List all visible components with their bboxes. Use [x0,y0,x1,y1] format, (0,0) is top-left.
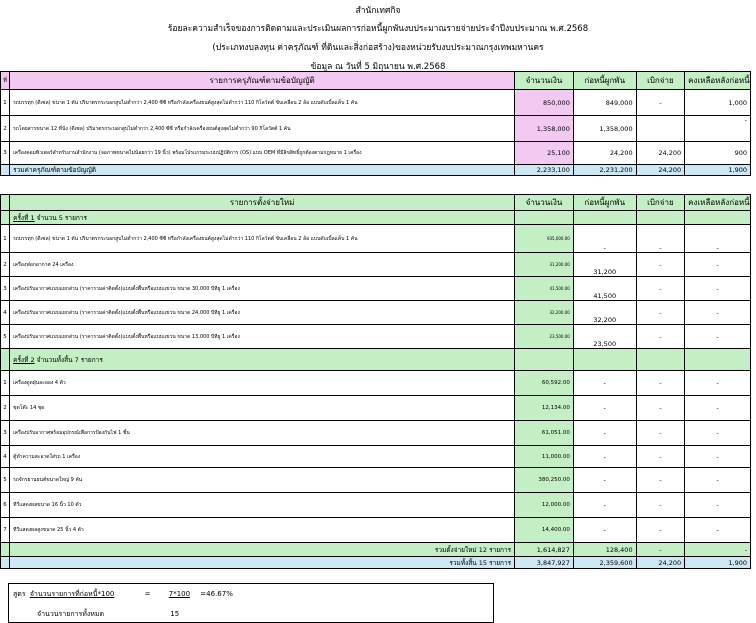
grand-total-paid: 24,200 [636,557,685,569]
remaining-cell: - [685,301,751,325]
formula-denominator-value: 15 [170,610,180,618]
obligated-cell: 1,358,000 [573,116,636,142]
item-description: ตู้ทำความสะอาดใส่รถ 1 เครื่อง [10,446,515,468]
col-header-remaining: คงเหลือหลังก่อหนี้ [685,195,751,211]
formula-equals: = [144,590,151,598]
grand-total-label: รวมทั้งสิ้น 15 รายการ [10,557,515,569]
item-description: ทีวีแสดงผลสูงขนาด 25 นิ้ว 4 ตัว [10,518,515,543]
obligated-cell: - [573,518,636,543]
formula-numerator-value: 7*100 [168,590,191,598]
item-description: เครื่องปรับอากาศแบบแยกส่วน (ราคารวมค่าติดตั้ง)แบบตั้งพื้นหรือแบบแขวน ขนาด 24,000 บีทียู 1 เครื่อง [10,301,515,325]
grand-total-amount: 3,847,927 [515,557,574,569]
col-header-paid: เบิกจ่าย [636,72,685,90]
remaining-cell: - [685,116,751,142]
remaining-cell: - [685,396,751,421]
obligated-cell: - [573,396,636,421]
col-header-amount: จำนวนเงิน [515,195,574,211]
grand-total-row [1,557,751,569]
amount-cell: 31,200.00 [515,253,574,277]
row-number: 4 [1,446,10,468]
row-number: 2 [1,253,10,277]
row-number: 2 [1,396,10,421]
section-1-label [10,211,515,225]
col-header-amount: จำนวนเงิน [515,72,574,90]
table-row [1,468,751,493]
obligated-cell: - [573,493,636,518]
amount-cell: 12,000.00 [515,493,574,518]
item-description: ชุดโต๊ะ 14 ชุด [10,396,515,421]
obligated-cell: - [573,225,636,253]
table-row [1,277,751,301]
obligated-cell: 23,500 [573,325,636,349]
obligated-cell: - [573,421,636,446]
grand-total-remaining: 1,900 [685,557,751,569]
table-row [1,371,751,396]
item-description: เครื่องปรับอากาศแบบแยกส่วน (ราคารวมค่าติดตั้ง)แบบตั้งพื้นหรือแบบแขวน ขนาด 13,000 บีทียู 1 เครื่อง [10,325,515,349]
row-number: 2 [1,116,10,142]
item-description: เครื่องปรับอากาศพร้อมอุปกรณ์เพื่อการป้องกันไฟ 1 ชิ้น [10,421,515,446]
row-number: 5 [1,468,10,493]
section-row [1,211,751,225]
col-header-paid: เบิกจ่าย [636,195,685,211]
item-description: เครื่องคอมพิวเตอร์สำหรับงานสำนักงาน (จอภาพขนาดไม่น้อยกว่า 19 นิ้ว) พร้อมโปรแกรมระบบปฏิบัติการ (OS) แบบ OEM ที่มีลิขสิทธิ์ถูกต้องตามกฎหมาย 1 เครื่อง [10,142,515,165]
row-number: 3 [1,277,10,301]
section-cell [636,211,685,225]
paid-cell: - [636,301,685,325]
section-cell [685,349,751,371]
item-description: รถบรรทุก (ดีเซล) ขนาด 1 ตัน ปริมาตรกระบอกสูบไม่ต่ำกว่า 2,400 ซีซี หรือกำลังเครื่องยนต์สูงสุดไม่ต่ำกว่า 110 กิโลวัตต์ ขับเคลื่อน 2 ล้อ แบบดับเบิ้ลแค็บ 1 คัน [10,90,515,116]
obligated-cell: 849,000 [573,90,636,116]
subtotal-amount: 1,614,827 [515,543,574,557]
amount-cell: 850,000 [515,90,574,116]
paid-cell: - [636,446,685,468]
total-label: รวมค่าครุภัณฑ์ตามข้อบัญญัติ [10,165,515,176]
paid-cell [636,116,685,142]
table1-total-row [1,165,751,176]
row-number: 1 [1,90,10,116]
row-number: 5 [1,325,10,349]
remaining-cell: - [685,325,751,349]
row-number: 7 [1,518,10,543]
paid-cell: - [636,325,685,349]
formula-line-1 [13,589,233,600]
paid-cell: - [636,90,685,116]
table-row [1,493,751,518]
obligated-cell: - [573,446,636,468]
office-name: สำนักเทศกิจ [355,6,401,16]
section-2-count: จำนวนทั้งสิ้น 7 รายการ [34,355,103,364]
subtotal-paid: - [636,543,685,557]
report-title: ร้อยละความสำเร็จของการติดตามและประเมินผลการก่อหนี้ผูกพันงบประมาณรายจ่ายประจำปีงบประมาณ พ.ศ.2568 [167,24,589,34]
obligated-cell: - [573,371,636,396]
total-obligated: 2,231,200 [573,165,636,176]
table-row [1,325,751,349]
paid-cell: - [636,518,685,543]
formula-prefix: สูตร [13,590,26,598]
subtotal-label: รวมตั้งจ่ายใหม่ 12 รายการ [10,543,515,557]
item-description: รถจักรยานยนต์ขนาดใหญ่ 9 คัน [10,468,515,493]
amount-cell: 41,500.00 [515,277,574,301]
remaining-cell: 1,000 [685,90,751,116]
section-2-title: ครั้งที่ 2 [13,355,35,364]
remaining-cell: - [685,421,751,446]
remaining-cell: - [685,493,751,518]
paid-cell: - [636,493,685,518]
section-cell [573,211,636,225]
amount-cell: 1,358,000 [515,116,574,142]
item-description: ทีวีแสดงผลขนาด 16 นิ้ว 10 ตัว [10,493,515,518]
table-row [1,142,751,165]
grand-total-obligated: 2,359,600 [573,557,636,569]
paid-cell: - [636,371,685,396]
table-row [1,90,751,116]
subtotal-num-cell [1,543,10,557]
section-num-cell [1,211,10,225]
row-number: 1 [1,371,10,396]
amount-cell: 60,592.00 [515,371,574,396]
paid-cell: 24,200 [636,142,685,165]
obligated-cell: 32,200 [573,301,636,325]
paid-cell: - [636,396,685,421]
paid-cell: - [636,277,685,301]
remaining-cell: - [685,371,751,396]
row-number: 3 [1,142,10,165]
amount-cell: 935,000.00 [515,225,574,253]
table-row [1,396,751,421]
new-items-table [0,194,751,569]
col-header-obligated: ก่อหนี้ผูกพัน [573,195,636,211]
section-cell [515,211,574,225]
subtotal-obligated: 128,400 [573,543,636,557]
paid-cell: - [636,468,685,493]
report-subtitle: (ประเภทงบลงทุน ค่าครุภัณฑ์ ที่ดินและสิ่งก่อสร้าง)ของหน่วยรับงบประมาณกรุงเทพมหานคร [212,43,544,53]
table-row [1,301,751,325]
formula-result: =46.67% [200,590,233,598]
section-row [1,349,751,371]
total-remaining: 1,900 [685,165,751,176]
col-header-num: ที่ [1,72,10,90]
table2-header-row [1,195,751,211]
formula-denominator-label: จำนวนรายการทั้งหมด [37,610,105,618]
amount-cell: 14,400.00 [515,518,574,543]
total-num-cell [1,165,10,176]
grand-total-num-cell [1,557,10,569]
remaining-cell: - [685,277,751,301]
col-header-obligated: ก่อหนี้ผูกพัน [573,72,636,90]
section-cell [636,349,685,371]
subtotal-remaining: - [685,543,751,557]
formula-line-2 [37,609,179,620]
amount-cell: 380,250.00 [515,468,574,493]
table-row [1,225,751,253]
remaining-cell: - [685,468,751,493]
row-number: 4 [1,301,10,325]
table1-header-row [1,72,751,90]
section-cell [573,349,636,371]
remaining-cell: - [685,518,751,543]
row-number: 3 [1,421,10,446]
subtotal-row [1,543,751,557]
col-header-num-blank [1,195,10,211]
statutory-items-table [0,71,751,176]
total-paid: 24,200 [636,165,685,176]
item-description: เครื่องฟอกอากาศ 24 เครื่อง [10,253,515,277]
paid-cell: - [636,421,685,446]
paid-cell: - [636,253,685,277]
formula-box [8,583,494,623]
obligated-cell: - [573,468,636,493]
item-description: เครื่องดูดฝุ่นละออง 4 ตัว [10,371,515,396]
section-2-label [10,349,515,371]
remaining-cell: - [685,446,751,468]
amount-cell: 12,134.00 [515,396,574,421]
table-row [1,421,751,446]
amount-cell: 61,051.00 [515,421,574,446]
section-num-cell [1,349,10,371]
row-number: 6 [1,493,10,518]
table-row [1,518,751,543]
row-number: 1 [1,225,10,253]
amount-cell: 32,200.00 [515,301,574,325]
amount-cell: 11,000.00 [515,446,574,468]
report-date: ข้อมูล ณ วันที่ 5 มิถุนายน พ.ศ.2568 [310,62,446,72]
section-cell [515,349,574,371]
paid-cell: - [636,225,685,253]
total-amount: 2,233,100 [515,165,574,176]
obligated-cell: 31,200 [573,253,636,277]
amount-cell: 25,100 [515,142,574,165]
table-row [1,116,751,142]
remaining-cell: - [685,225,751,253]
remaining-cell: 900 [685,142,751,165]
col-header-item: รายการตั้งจ่ายใหม่ [10,195,515,211]
section-cell [685,211,751,225]
col-header-remaining: คงเหลือหลังก่อหนี้ [685,72,751,90]
amount-cell: 23,500.00 [515,325,574,349]
section-1-count: จำนวน 5 รายการ [34,213,87,222]
table-row [1,446,751,468]
item-description: รถโดยสารขนาด 12 ที่นั่ง (ดีเซล) ปริมาตรกระบอกสูบไม่ต่ำกว่า 2,400 ซีซี หรือกำลังเครื่องยนต์สูงสุดไม่ต่ำกว่า 90 กิโลวัตต์ 1 คัน [10,116,515,142]
table-row [1,253,751,277]
col-header-item: รายการครุภัณฑ์ตามข้อบัญญัติ [10,72,515,90]
remaining-cell: - [685,253,751,277]
section-1-title: ครั้งที่ 1 [13,213,35,222]
obligated-cell: 24,200 [573,142,636,165]
item-description: เครื่องปรับอากาศแบบแยกส่วน (ราคารวมค่าติดตั้ง)แบบตั้งพื้นหรือแบบแขวน ขนาด 30,000 บีทียู 1 เครื่อง [10,277,515,301]
obligated-cell: 41,500 [573,277,636,301]
item-description: รถบรรทุก (ดีเซล) ขนาด 1 ตัน ปริมาตรกระบอกสูบไม่ต่ำกว่า 2,400 ซีซี หรือกำลังเครื่องยนต์สูงสุดไม่ต่ำกว่า 110 กิโลวัตต์ ขับเคลื่อน 2 ล้อ แบบดับเบิ้ลแค็บ 1 คัน [10,225,515,253]
formula-numerator-label: จำนวนรายการที่ก่อหนี้*100 [29,590,115,598]
